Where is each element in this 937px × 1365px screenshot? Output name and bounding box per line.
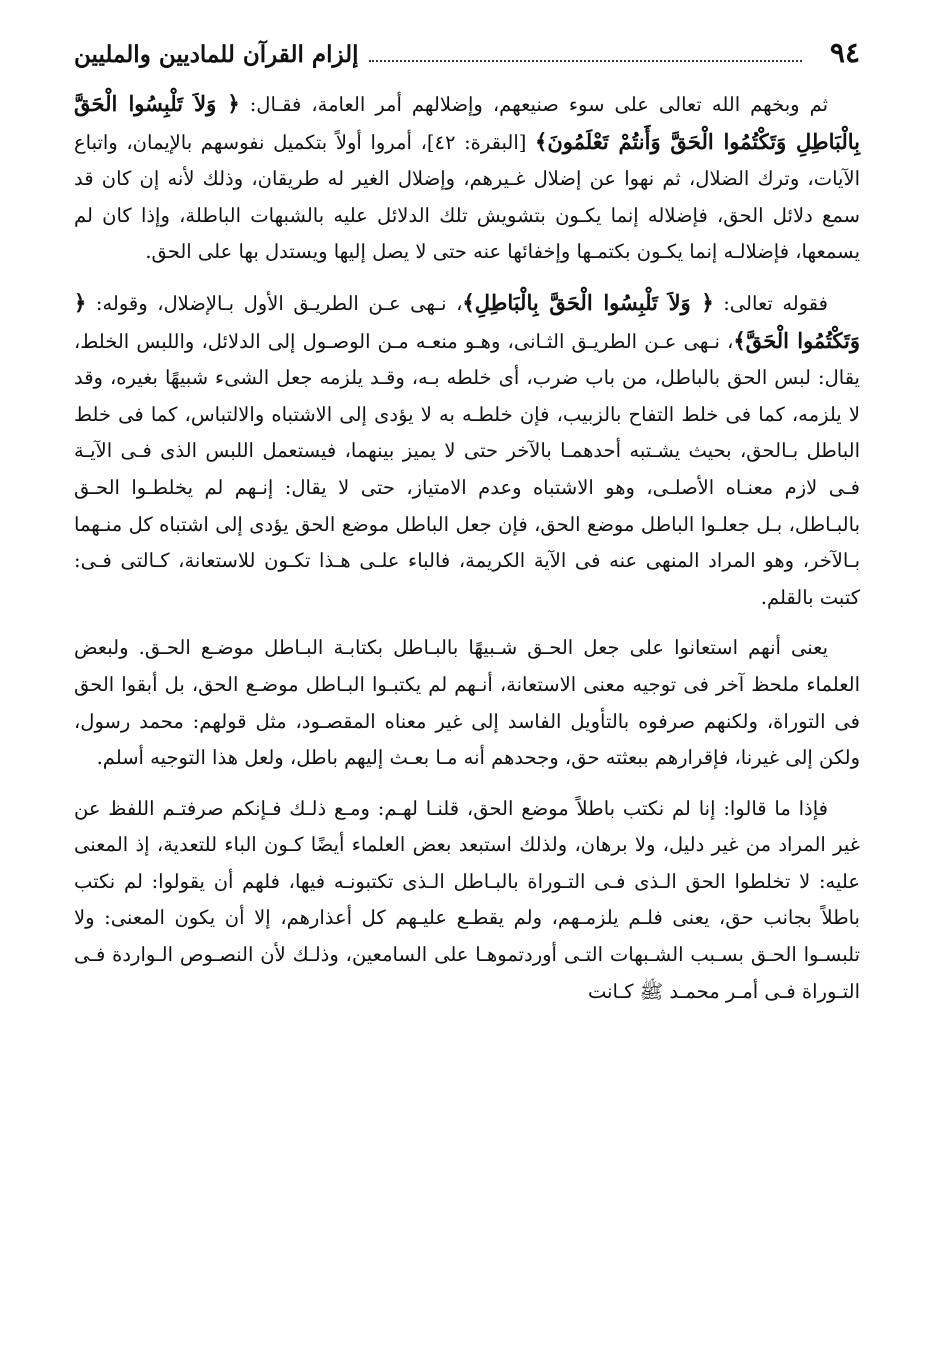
paragraph-3 xyxy=(74,630,860,776)
text-segment: فإذا ما قالوا: إنا لم نكتب باطلاً موضع الحق، قلنـا لهـم: ومـع ذلـك فـإنكم صرفتـم اللفظ عن غير المراد من غير دليل، ولا برهان، ولذلك استبعد بعض العلماء أيضًا كـون الباء للتعدية، إذ المعنى عليه: لا تخلطوا الحق الـذى فـى التـوراة بالبـاطل الـذى تكتبونـه فيها، فلهم أن يقولوا: لم نكتب باطلاً بجانب حق، يعنى فلـم يلزمـهم، ولم يقطـع عليـهم كل أعذارهم، إلا أن يكون المعنى: ولا تلبسـوا الحـق بسـبب الشـبهات التـى أوردتموهـا على السامعين، وذلـك لأن النصـوص الـواردة فـى التـوراة فـى أمـر محمـد ﷺ كـانت xyxy=(74,796,860,1003)
book-title: إلزام القرآن للماديين والمليين xyxy=(74,41,359,68)
text-segment: [البقرة: ٤٢]، أمروا أولاً بتكميل نفوسهم بالإيمان، واتباع الآيات، وترك الضلال، ثم نهوا عن إضلال غـيرهم، وإضلال الغير له طريقان، وذلك لأنه إن كان قد سمع دلائل الحق، فإضلاله إنما يكـون بتشويش تلك الدلائل عليه بالشبهات الباطلة، وإذا كان لم يسمعها، فإضلالـه إنما يكـون بكتمـها وإخفائها عنه حتى لا يصل إليها ويستدل بها على الحق. xyxy=(74,130,860,264)
text-segment: فقوله تعالى: xyxy=(713,291,828,315)
quran-verse: ﴿ وَتَكْتُمُوا الْحَقَّ﴾ xyxy=(74,289,860,353)
running-header xyxy=(74,36,860,86)
body-text xyxy=(74,86,860,1010)
page-number: ٩٤ xyxy=(829,36,860,69)
quran-verse: ﴿ وَلاَ تَلْبِسُوا الْحَقَّ بِالْبَاطِلِ﴾ xyxy=(462,289,714,315)
paragraph-2 xyxy=(74,285,860,616)
paragraph-1 xyxy=(74,86,860,271)
quran-verse: ﴿ وَلاَ تَلْبِسُوا الْحَقَّ بِالْبَاطِلِ وَتَكْتُمُوا الْحَقَّ وَأَنتُمْ تَعْلَمُونَ﴾ xyxy=(74,91,860,154)
header-dotted-leader xyxy=(369,60,802,62)
paragraph-4 xyxy=(74,791,860,1011)
text-segment: يعنى أنهم استعانوا على جعل الحـق شـبيهًا بالبـاطل بكتابـة البـاطل موضـع الحـق. ولبعض العلماء ملحظ آخر فى توجيه معنى الاستعانة، أنـهم لم يكتبـوا البـاطل موضـع الحق، بل أبقوا الحق فى التوراة، ولكنهم صرفوه بالتأويل الفاسد إلى غير معناه المقصـود، مثل قولهم: محمد رسول، ولكن إلى غيرنا، فإقرارهم ببعثته حق، وجحدهم أنه مـا بعـث إليهم باطل، ولعل هذا التوجيه أسلم. xyxy=(74,636,860,770)
text-segment: ثم وبخهم الله تعالى على سوء صنيعهم، وإضلالهم أمر العامة، فقـال: xyxy=(239,93,828,116)
text-segment: ، نـهى عـن الطريـق الثـانى، وهـو منعـه مـن الوصـول إلى الدلائل، واللبس الخلط، يقال: لبس الحق بالباطل، من باب ضرب، أى خلطه بـه، وقـد يلزمه جعل الشىء شبيهًا بغيره، وقد لا يلزمه، كما فى خلط التفاح بالزبيب، فإن خلطـه به لا يؤدى إلى الاشتباه والالتباس، كما فى خلط الباطل بـالحق، بحيث يشـتبه أحدهمـا بالآخر حتى لا يميز بينهما، فيستعمل اللبس الذى فـى الآيـة فـى لازم معنـاه الأصلـى، وهو الاشتباه وعدم الامتياز، حتى لا يقال: إنـهم لم يخلطـوا الحـق بالبـاطل، بـل جعلـوا الباطل موضع الحق، فإن جعل الباطل موضع الحق يؤدى إلى اشتباه كل منـهما بـالآخر، وهو المراد المنهى عنه فى الآية الكريمة، فالباء علـى هـذا تكـون للاستعانة، كـالتى فـى: كتبت بالقلم. xyxy=(74,329,860,609)
text-segment: ، نـهى عـن الطريـق الأول بـالإضلال، وقوله: xyxy=(86,291,463,315)
book-page xyxy=(74,36,860,1010)
